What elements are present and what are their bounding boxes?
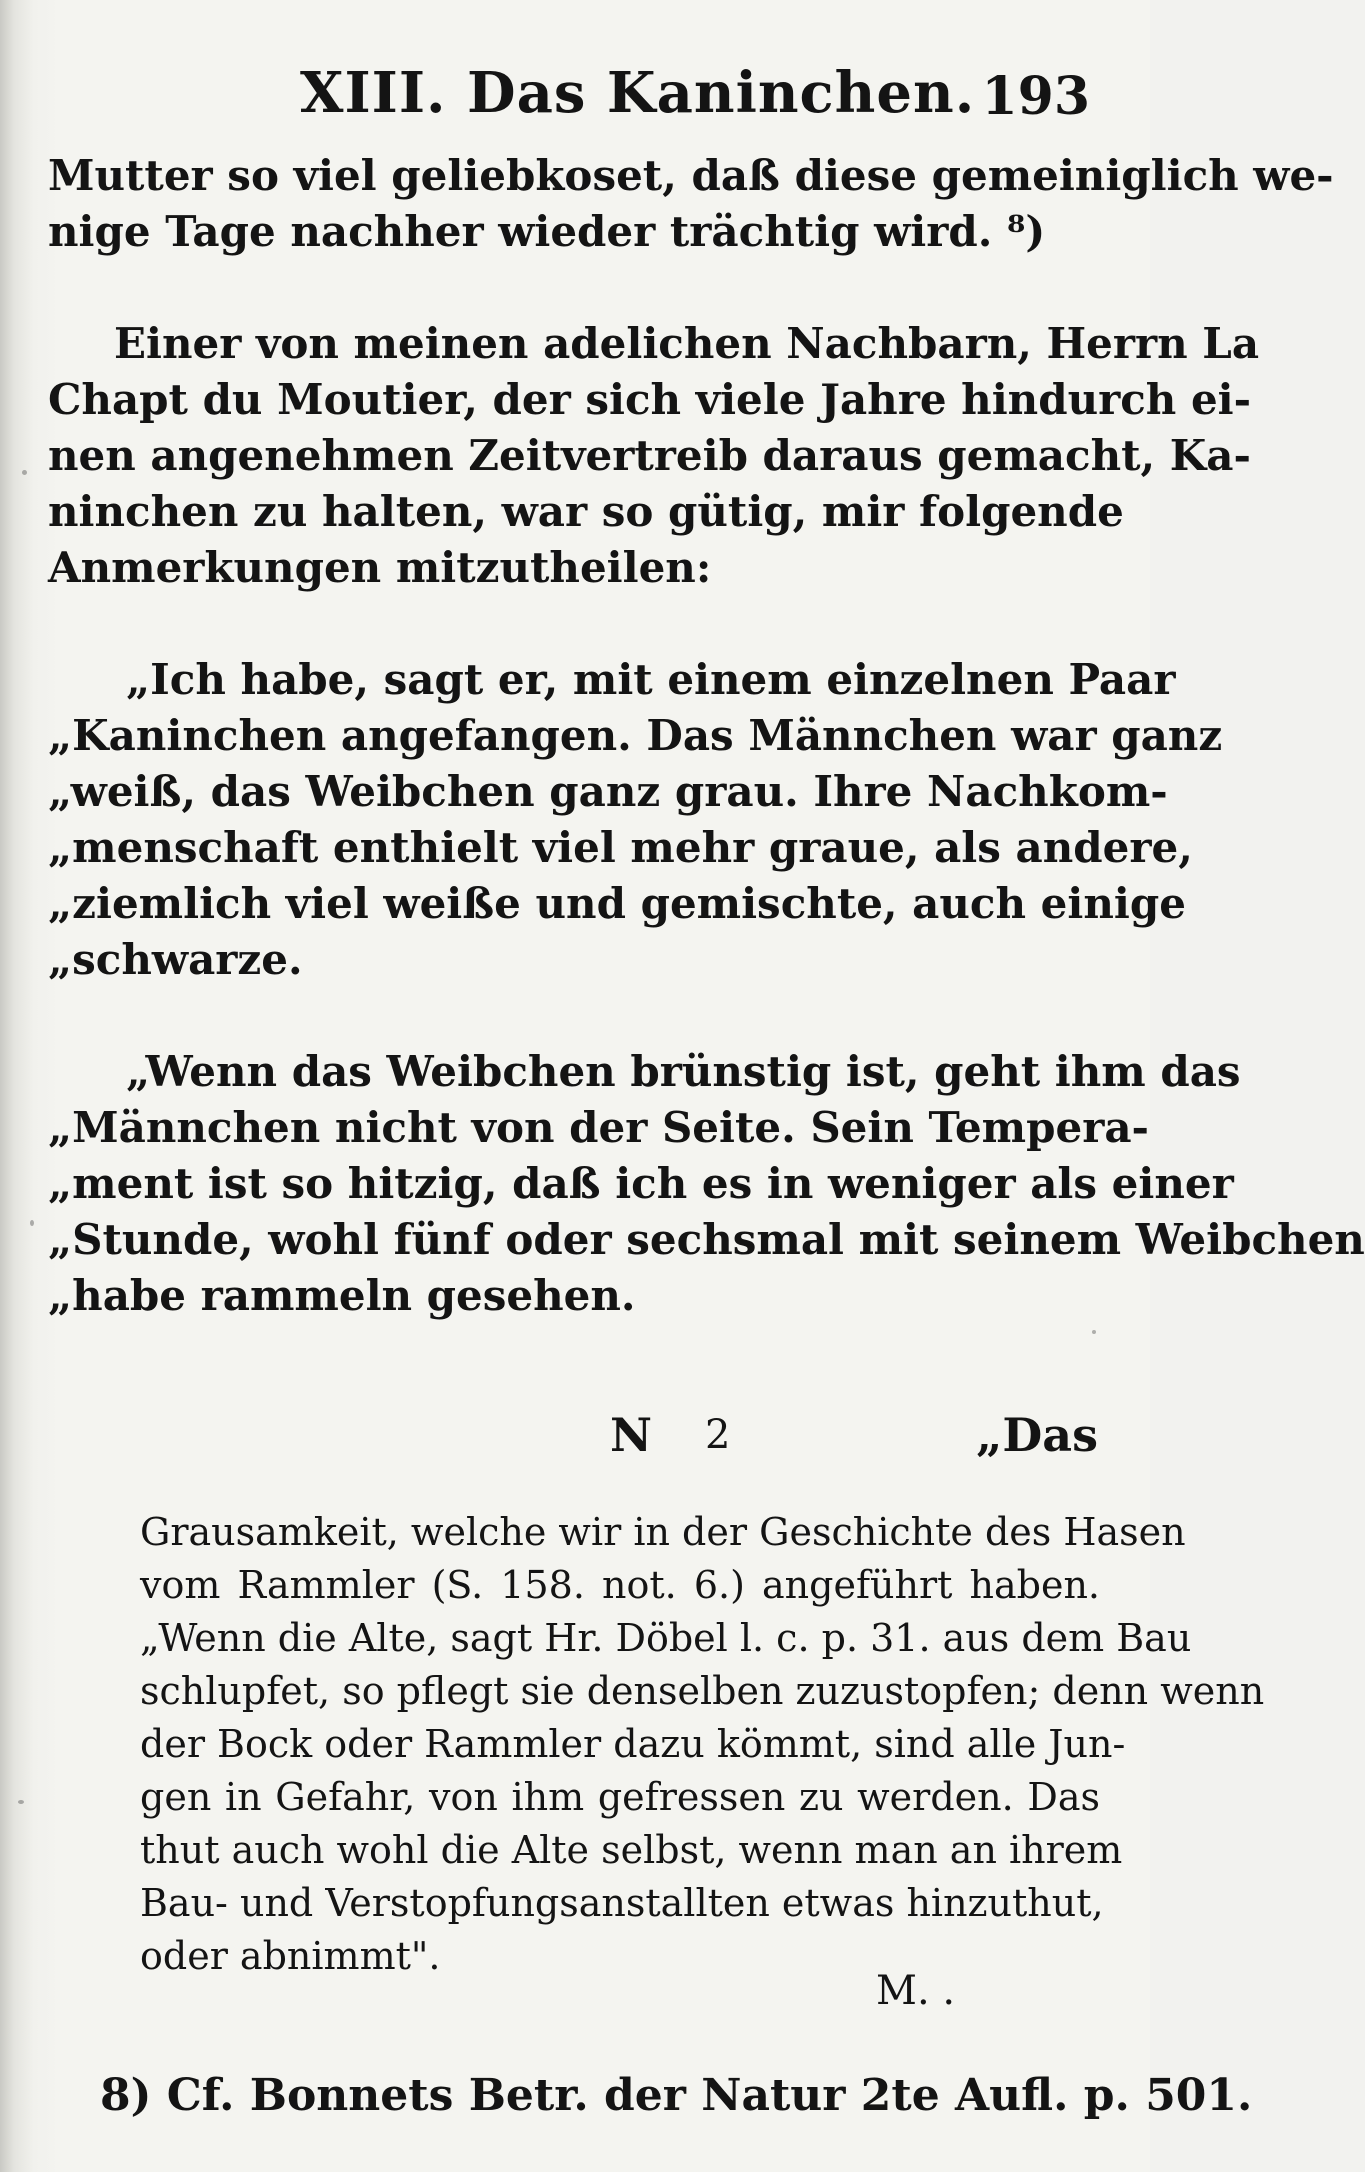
signature-row — [600, 1408, 1100, 1478]
paragraph-gap — [48, 596, 1098, 652]
footnote-line: Bau- und Verstopfungsanstallten etwas hinzuthut, — [140, 1881, 1104, 1925]
footnote-line: schlupfet, so pflegt sie denselben zuzustopfen; denn wenn — [140, 1669, 1265, 1713]
footnote-line: oder abnimmt". — [140, 1934, 441, 1978]
text-line: „habe rammeln gesehen. — [48, 1271, 636, 1320]
footnote-line: gen in Gefahr, von ihm gefressen zu werden. Das — [140, 1775, 1100, 1819]
text-line: Anmerkungen mitzutheilen: — [48, 543, 712, 592]
text-line: „ziemlich viel weiße und gemischte, auch einige — [48, 879, 1186, 928]
paragraph-gap — [48, 988, 1098, 1044]
bottom-footnote: 8) Cf. Bonnets Betr. der Natur 2te Aufl. p. 501. — [100, 2070, 1253, 2121]
text-line: ninchen zu halten, war so gütig, mir folgende — [48, 487, 1124, 536]
page-header — [300, 52, 1100, 132]
ink-speck — [22, 470, 27, 475]
footnote-block — [140, 1506, 1265, 1983]
text-line: Chapt du Moutier, der sich viele Jahre hindurch ei- — [48, 375, 1252, 424]
footnote-line: thut auch wohl die Alte selbst, wenn man an ihrem — [140, 1828, 1123, 1872]
text-line: „Stunde, wohl fünf oder sechsmal mit seinem Weibchen — [48, 1215, 1365, 1264]
text-line: „Männchen nicht von der Seite. Sein Tempera- — [48, 1103, 1149, 1152]
running-title: XIII. Das Kaninchen. — [300, 60, 976, 126]
ink-speck — [30, 1220, 34, 1226]
catchword: „Das — [975, 1408, 1098, 1462]
text-line: „menschaft enthielt viel mehr graue, als andere, — [48, 823, 1193, 872]
text-line: „Ich habe, sagt er, mit einem einzelnen Paar — [126, 655, 1176, 704]
main-text — [48, 148, 1365, 1324]
ink-speck — [1092, 1330, 1096, 1334]
text-line: „Kaninchen angefangen. Das Männchen war ganz — [48, 711, 1223, 760]
footnote-line: der Bock oder Rammler dazu kömmt, sind alle Jun- — [140, 1722, 1126, 1766]
paragraph-gap — [48, 260, 1098, 316]
text-line: „weiß, das Weibchen ganz grau. Ihre Nachkom- — [48, 767, 1168, 816]
footnote-line: Grausamkeit, welche wir in der Geschichte des Hasen — [140, 1510, 1186, 1554]
signature-number: 2 — [705, 1412, 731, 1458]
text-line: nen angenehmen Zeitvertreib daraus gemacht, Ka- — [48, 431, 1251, 480]
text-line: Einer von meinen adelichen Nachbarn, Herrn La — [114, 319, 1260, 368]
footnote-line: „Wenn die Alte, sagt Hr. Döbel l. c. p. 31. aus dem Bau — [140, 1616, 1192, 1660]
footnote-line: vom Rammler (S. 158. not. 6.) angeführt haben. — [140, 1563, 1100, 1607]
footnote-catchword: M. . — [876, 1968, 956, 2014]
text-line: „schwarze. — [48, 935, 303, 984]
text-line: Mutter so viel geliebkoset, daß diese gemeiniglich we- — [48, 151, 1334, 200]
ink-speck — [18, 1800, 24, 1804]
text-line: „ment ist so hitzig, daß ich es in weniger als einer — [48, 1159, 1234, 1208]
signature-mark: N — [610, 1408, 653, 1462]
text-line: nige Tage nachher wieder trächtig wird. ⁸) — [48, 207, 1046, 256]
page-number: 193 — [981, 66, 1090, 127]
text-line: „Wenn das Weibchen brünstig ist, geht ihm das — [126, 1047, 1241, 1096]
